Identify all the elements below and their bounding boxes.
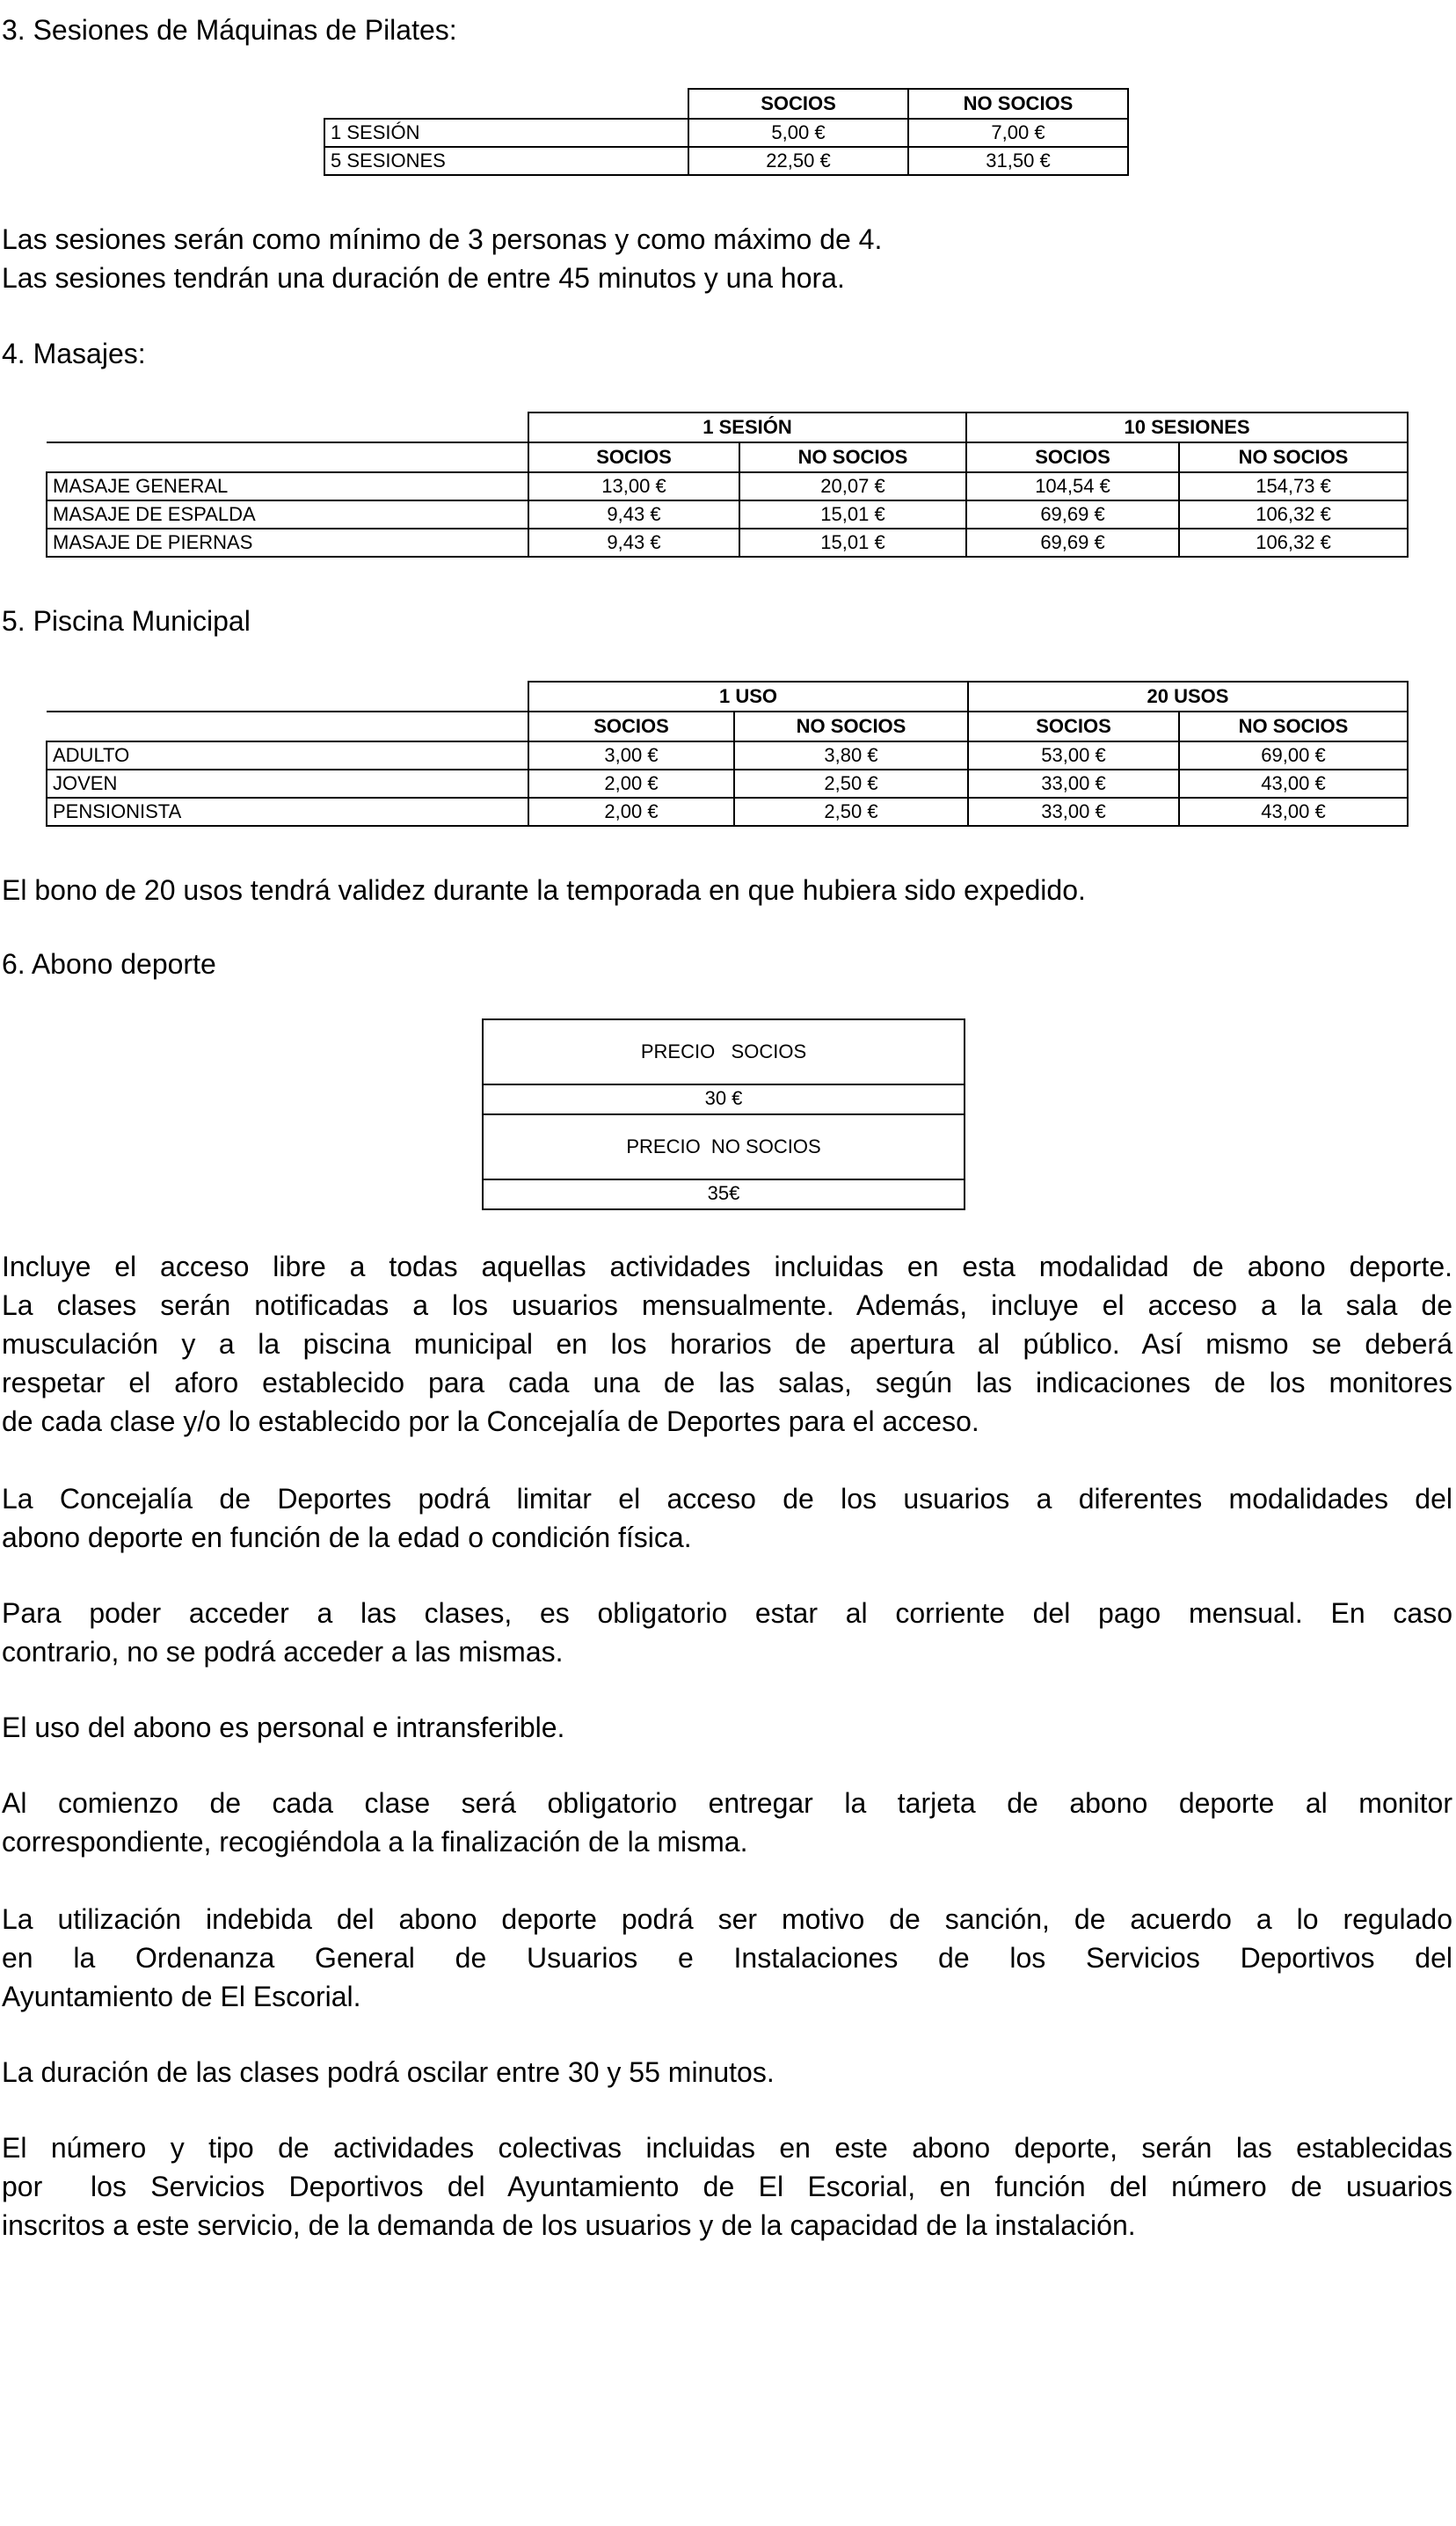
row-label: 5 SESIONES [324, 147, 688, 175]
abono-paragraph [2, 1900, 1452, 2016]
abono-paragraph [2, 1784, 1452, 1861]
price-cell: 5,00 € [688, 119, 908, 147]
column-header: SOCIOS [688, 89, 908, 119]
price-cell: 53,00 € [968, 741, 1179, 770]
paragraph-line: Al comienzo de cada clase será obligatorio entregar la tarjeta de abono deporte al monitor [2, 1787, 1452, 1819]
paragraph-line: musculación y a la piscina municipal en los horarios de apertura al público. Así mismo se deberá [2, 1328, 1452, 1360]
piscina-table [46, 681, 1409, 827]
price-cell: 9,43 € [528, 529, 739, 557]
abono-paragraph [2, 1247, 1452, 1441]
table-header-row [324, 89, 1128, 119]
table-header-row [47, 442, 1408, 472]
table-group-row [47, 412, 1408, 442]
paragraph-line: por los Servicios Deportivos del Ayuntamiento de El Escorial, en función del número de usuarios [2, 2171, 1452, 2202]
price-cell: 3,80 € [734, 741, 968, 770]
price-cell: 104,54 € [966, 472, 1179, 500]
pilates-heading: 3. Sesiones de Máquinas de Pilates: [2, 14, 457, 46]
paragraph-line: en la Ordenanza General de Usuarios e Instalaciones de los Servicios Deportivos del [2, 1942, 1452, 1974]
table-row [47, 529, 1408, 557]
masajes-heading: 4. Masajes: [2, 338, 146, 369]
price-cell: 106,32 € [1179, 529, 1408, 557]
paragraph-line: La Concejalía de Deportes podrá limitar el acceso de los usuarios a diferentes modalidades del [2, 1483, 1452, 1515]
column-header: NO SOCIOS [908, 89, 1128, 119]
paragraph-line: Ayuntamiento de El Escorial. [2, 1981, 361, 2012]
price-cell: 43,00 € [1179, 798, 1408, 826]
column-header: NO SOCIOS [734, 712, 968, 741]
abono-paragraph [2, 1479, 1452, 1557]
paragraph-line: correspondiente, recogiéndola a la finalización de la misma. [2, 1826, 748, 1858]
group-header: 10 SESIONES [966, 412, 1408, 442]
row-label: PENSIONISTA [47, 798, 528, 826]
column-header: SOCIOS [528, 442, 739, 472]
price-cell: 106,32 € [1179, 500, 1408, 529]
abono-price-box [482, 1018, 965, 1210]
table-corner [47, 712, 528, 741]
price-cell: 2,50 € [734, 798, 968, 826]
group-header: 1 USO [528, 682, 968, 712]
price-socios-label: PRECIO SOCIOS [484, 1020, 964, 1085]
column-header: SOCIOS [968, 712, 1179, 741]
price-cell: 3,00 € [528, 741, 734, 770]
price-cell: 33,00 € [968, 770, 1179, 798]
abono-heading: 6. Abono deporte [2, 948, 216, 980]
column-header: SOCIOS [966, 442, 1179, 472]
price-cell: 22,50 € [688, 147, 908, 175]
table-corner [47, 412, 528, 442]
table-header-row [47, 712, 1408, 741]
piscina-note: El bono de 20 usos tendrá validez durante la temporada en que hubiera sido expedido. [2, 874, 1086, 906]
price-no-socios-label: PRECIO NO SOCIOS [484, 1115, 964, 1180]
paragraph-line: La utilización indebida del abono deporte podrá ser motivo de sanción, de acuerdo a lo regulado [2, 1903, 1452, 1935]
column-header: NO SOCIOS [1179, 442, 1408, 472]
abono-paragraph [2, 2053, 1452, 2092]
paragraph-line: Incluye el acceso libre a todas aquellas actividades incluidas en esta modalidad de abono deporte. [2, 1251, 1452, 1282]
table-group-row [47, 682, 1408, 712]
abono-paragraph [2, 1594, 1452, 1671]
row-label: MASAJE DE PIERNAS [47, 529, 528, 557]
table-row [47, 500, 1408, 529]
piscina-heading: 5. Piscina Municipal [2, 605, 251, 637]
paragraph-line: abono deporte en función de la edad o condición física. [2, 1522, 692, 1553]
pilates-notes [2, 220, 1452, 297]
abono-paragraph [2, 1708, 1452, 1747]
row-label: JOVEN [47, 770, 528, 798]
table-corner [324, 89, 688, 119]
pilates-table [324, 88, 1129, 176]
price-socios-value: 30 € [484, 1085, 964, 1115]
table-row [47, 770, 1408, 798]
price-cell: 31,50 € [908, 147, 1128, 175]
row-label: MASAJE DE ESPALDA [47, 500, 528, 529]
table-row [324, 147, 1128, 175]
column-header: NO SOCIOS [1179, 712, 1408, 741]
price-cell: 69,69 € [966, 500, 1179, 529]
masajes-table [46, 412, 1409, 558]
price-cell: 7,00 € [908, 119, 1128, 147]
paragraph-line: La clases serán notificadas a los usuarios mensualmente. Además, incluye el acceso a la sala de [2, 1289, 1452, 1321]
row-label: MASAJE GENERAL [47, 472, 528, 500]
note-line: Las sesiones tendrán una duración de entre 45 minutos y una hora. [2, 262, 845, 294]
price-cell: 15,01 € [739, 529, 966, 557]
price-cell: 13,00 € [528, 472, 739, 500]
table-row [47, 798, 1408, 826]
paragraph-line: Para poder acceder a las clases, es obligatorio estar al corriente del pago mensual. En caso [2, 1597, 1452, 1629]
price-cell: 20,07 € [739, 472, 966, 500]
row-label: 1 SESIÓN [324, 119, 688, 147]
column-header: SOCIOS [528, 712, 734, 741]
price-cell: 2,50 € [734, 770, 968, 798]
table-row [47, 741, 1408, 770]
table-row [324, 119, 1128, 147]
table-row [47, 472, 1408, 500]
note-line: Las sesiones serán como mínimo de 3 personas y como máximo de 4. [2, 223, 883, 255]
price-cell: 154,73 € [1179, 472, 1408, 500]
price-cell: 69,00 € [1179, 741, 1408, 770]
paragraph-line: inscritos a este servicio, de la demanda de los usuarios y de la capacidad de la instalación. [2, 2209, 1136, 2241]
paragraph-line: El uso del abono es personal e intransferible. [2, 1712, 565, 1743]
price-cell: 15,01 € [739, 500, 966, 529]
column-header: NO SOCIOS [739, 442, 966, 472]
paragraph-line: respetar el aforo establecido para cada una de las salas, según las indicaciones de los monitores [2, 1367, 1452, 1398]
group-header: 20 USOS [968, 682, 1408, 712]
row-label: ADULTO [47, 741, 528, 770]
price-cell: 33,00 € [968, 798, 1179, 826]
paragraph-line: de cada clase y/o lo establecido por la Concejalía de Deportes para el acceso. [2, 1405, 979, 1437]
paragraph-line: La duración de las clases podrá oscilar entre 30 y 55 minutos. [2, 2056, 775, 2088]
paragraph-line: El número y tipo de actividades colectivas incluidas en este abono deporte, serán las establecidas [2, 2132, 1452, 2164]
group-header: 1 SESIÓN [528, 412, 966, 442]
price-cell: 69,69 € [966, 529, 1179, 557]
price-cell: 2,00 € [528, 770, 734, 798]
price-cell: 43,00 € [1179, 770, 1408, 798]
price-no-socios-value: 35€ [707, 1182, 740, 1204]
price-cell: 9,43 € [528, 500, 739, 529]
paragraph-line: contrario, no se podrá acceder a las mismas. [2, 1636, 564, 1668]
table-corner [47, 442, 528, 472]
table-corner [47, 682, 528, 712]
abono-paragraph [2, 2128, 1452, 2245]
price-cell: 2,00 € [528, 798, 734, 826]
